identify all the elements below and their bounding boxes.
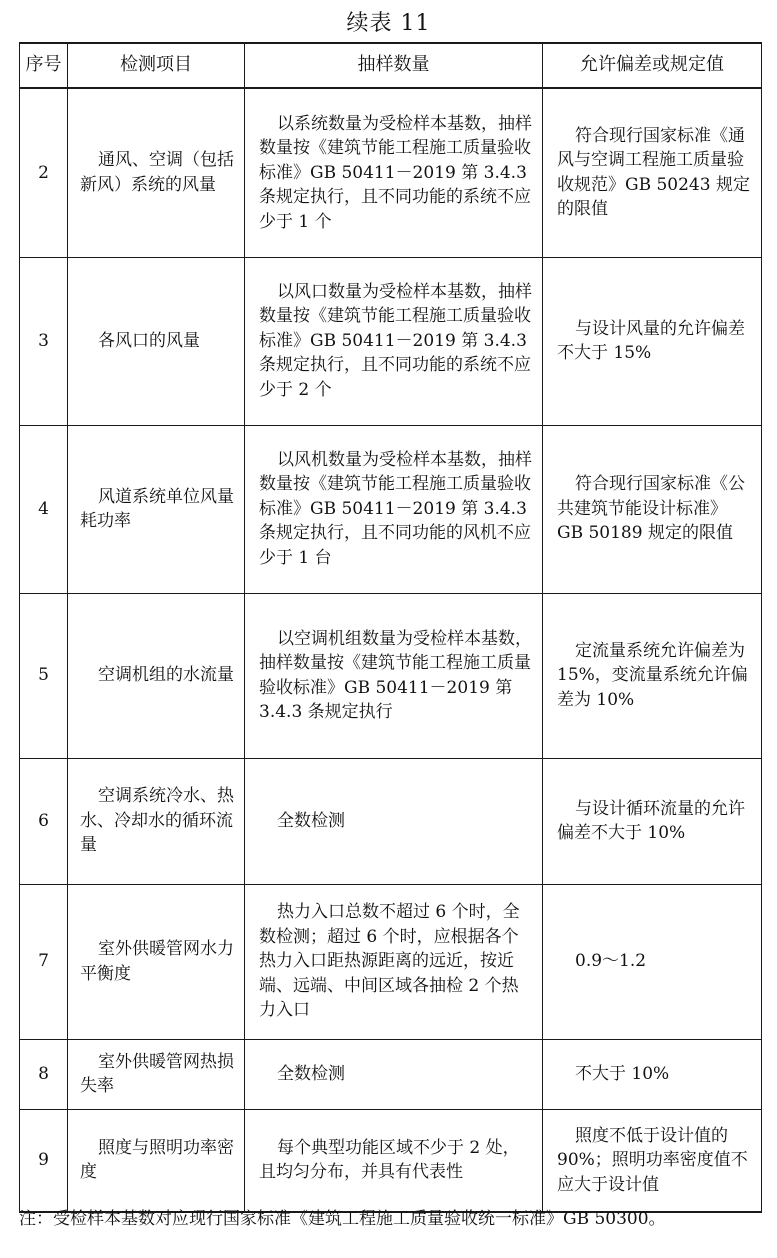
row-sample: 以风机数量为受检样本基数，抽样数量按《建筑节能工程施工质量验收标准》GB 50411－2019 第 3.4.3 条规定执行，且不同功能的风机不应少于 1 台 (245, 425, 543, 593)
table-note: 注：受检样本基数对应现行国家标准《建筑工程施工质量验收统一标准》GB 50300。 (19, 1209, 666, 1229)
table-row (20, 1039, 762, 1109)
header-value: 允许偏差或规定值 (543, 43, 762, 88)
header-no: 序号 (20, 43, 68, 88)
row-value: 符合现行国家标准《公共建筑节能设计标准》GB 50189 规定的限值 (543, 425, 762, 593)
row-item: 空调机组的水流量 (68, 593, 245, 758)
row-item: 各风口的风量 (68, 257, 245, 425)
row-sample: 热力入口总数不超过 6 个时，全数检测；超过 6 个时，应根据各个热力入口距热源距离的远近，按近端、远端、中间区域各抽检 2 个热力入口 (245, 884, 543, 1039)
row-value: 定流量系统允许偏差为 15%，变流量系统允许偏差为 10% (543, 593, 762, 758)
table-row (20, 1109, 762, 1212)
row-item: 通风、空调（包括新风）系统的风量 (68, 88, 245, 257)
row-value: 0.9～1.2 (543, 884, 762, 1039)
header-row (20, 43, 762, 88)
row-item: 室外供暖管网热损失率 (68, 1039, 245, 1109)
row-sample: 每个典型功能区域不少于 2 处，且均匀分布，并具有代表性 (245, 1109, 543, 1212)
header-sample: 抽样数量 (245, 43, 543, 88)
row-sample: 以风口数量为受检样本基数，抽样数量按《建筑节能工程施工质量验收标准》GB 50411－2019 第 3.4.3 条规定执行，且不同功能的系统不应少于 2 个 (245, 257, 543, 425)
row-item: 空调系统冷水、热水、冷却水的循环流量 (68, 758, 245, 884)
row-number: 4 (20, 425, 68, 593)
row-number: 3 (20, 257, 68, 425)
inspection-table (19, 42, 762, 1213)
table-row (20, 88, 762, 257)
row-number: 6 (20, 758, 68, 884)
row-value: 与设计风量的允许偏差不大于 15% (543, 257, 762, 425)
row-value: 照度不低于设计值的 90%；照明功率密度值不应大于设计值 (543, 1109, 762, 1212)
row-number: 2 (20, 88, 68, 257)
row-item: 照度与照明功率密度 (68, 1109, 245, 1212)
row-sample: 全数检测 (245, 758, 543, 884)
row-number: 8 (20, 1039, 68, 1109)
table-row (20, 593, 762, 758)
row-number: 9 (20, 1109, 68, 1212)
table-title: 续表 11 (346, 11, 431, 36)
table-row (20, 257, 762, 425)
row-value: 不大于 10% (543, 1039, 762, 1109)
row-value: 符合现行国家标准《通风与空调工程施工质量验收规范》GB 50243 规定的限值 (543, 88, 762, 257)
row-number: 5 (20, 593, 68, 758)
table-row (20, 758, 762, 884)
table-row (20, 884, 762, 1039)
row-sample: 以系统数量为受检样本基数，抽样数量按《建筑节能工程施工质量验收标准》GB 50411－2019 第 3.4.3 条规定执行，且不同功能的系统不应少于 1 个 (245, 88, 543, 257)
header-item: 检测项目 (68, 43, 245, 88)
row-item: 室外供暖管网水力平衡度 (68, 884, 245, 1039)
row-sample: 以空调机组数量为受检样本基数，抽样数量按《建筑节能工程施工质量验收标准》GB 50411－2019 第 3.4.3 条规定执行 (245, 593, 543, 758)
row-value: 与设计循环流量的允许偏差不大于 10% (543, 758, 762, 884)
table-row (20, 425, 762, 593)
row-number: 7 (20, 884, 68, 1039)
row-sample: 全数检测 (245, 1039, 543, 1109)
row-item: 风道系统单位风量耗功率 (68, 425, 245, 593)
